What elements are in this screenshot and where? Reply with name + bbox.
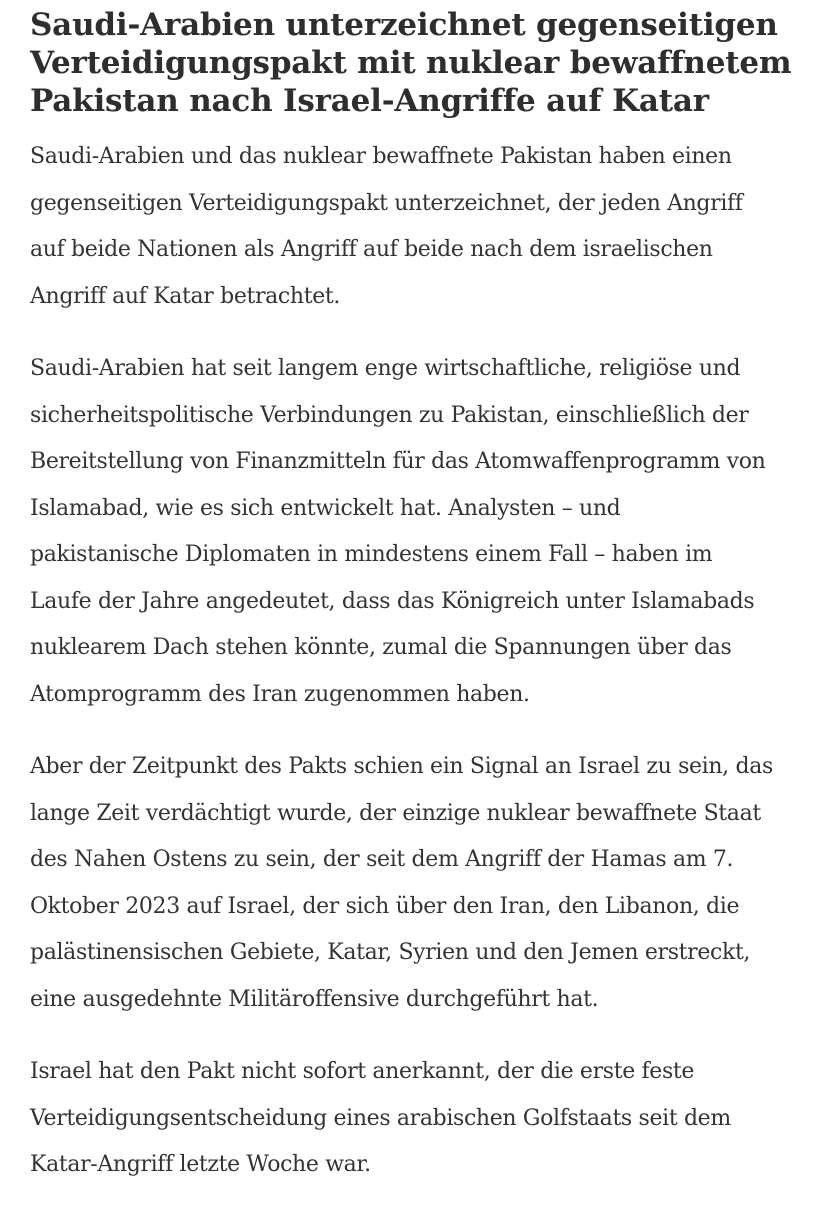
article-paragraph-2: Saudi-Arabien hat seit langem enge wirtschaftliche, religiöse und sicherheitspolitische Verbindungen zu Pakistan, einschließlich der Bereitstellung von Finanzmitteln für das Atomwaffenprogramm von Islamabad, wie es sich entwickelt hat. Analysten – und pakistanische Diplomaten in mindestens einem Fall – haben im Laufe der Jahre angedeutet, dass das Königreich unter Islamabads nuklearem Dach stehen könnte, zumal die Spannungen über das Atomprogramm des Iran zugenommen haben. — [30, 356, 766, 707]
article-headline: Saudi-Arabien unterzeichnet gegenseitigen Verteidigungspakt mit nuklear bewaffnetem Pakistan nach Israel-Angriffe auf Katar — [30, 7, 792, 119]
article-paragraph-3: Aber der Zeitpunkt des Pakts schien ein Signal an Israel zu sein, das lange Zeit verdächtigt wurde, der einzige nuklear bewaffnete Staat des Nahen Ostens zu sein, der seit dem Angriff der Hamas am 7. Oktober 2023 auf Israel, der sich über den Iran, den Libanon, die palästinensischen Gebiete, Katar, Syrien und den Jemen erstreckt, eine ausgedehnte Militäroffensive durchgeführt hat. — [30, 754, 773, 1012]
article-paragraph-4: Israel hat den Pakt nicht sofort anerkannt, der die erste feste Verteidigungsentscheidung eines arabischen Golfstaats seit dem Katar-Angriff letzte Woche war. — [30, 1059, 731, 1177]
article-paragraph-1: Saudi-Arabien und das nuklear bewaffnete Pakistan haben einen gegenseitigen Verteidigungspakt unterzeichnet, der jeden Angriff auf beide Nationen als Angriff auf beide nach dem israelischen Angriff auf Katar betrachtet. — [30, 144, 743, 309]
